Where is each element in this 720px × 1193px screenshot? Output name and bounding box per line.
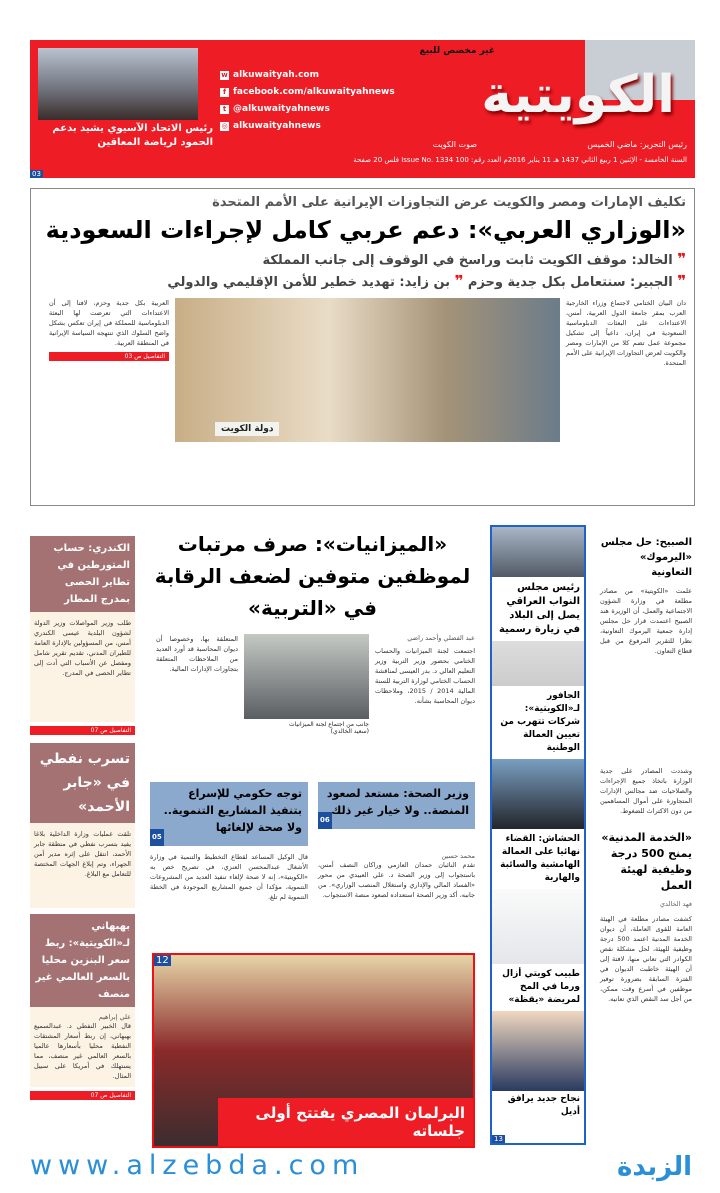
footer-url[interactable]: www.alzebda.com xyxy=(30,1150,365,1181)
page-number: 13 xyxy=(494,1135,503,1143)
gov-story: قال الوكيل المساعد لقطاع التخطيط والتنمية في وزارة الأشغال عبدالمحسن العنزي، في تصريح خص به «الكويتية»، إنه لا صحة لإلغاء تنفيذ العديد من المشروعات التنموية، مؤكدا أن جميع المشاريع الموجودة في الخطة التنموية لم تلغ. xyxy=(150,853,308,901)
lead-subheadline-2: ❞ الجبير: سنتعامل بكل جدية وحزم ❞ بن زايد: تهديد خطير للأمن الإقليمي والدولي xyxy=(167,272,686,290)
lead-story xyxy=(30,188,695,506)
brief-photo xyxy=(492,527,584,577)
center-headline[interactable]: «الميزانيات»: صرف مرتبات لموظفين متوفين لضعف الرقابة في «التربية» xyxy=(154,532,471,620)
right-column: الصبيح: حل مجلس «اليرموك» التعاونية علمت «الكويتية» من مصادر مطلعة في وزارة الشؤون الاجتماعية والعمل، أن الوزيرة هند الصبيح اعتمدت قرار حل مجلس إدارة جمعية اليرموك التعاونية، نظرا للتقرير المرفوع من قبل قطاع التعاون. وشددت المصادر على جدية الوزارة باتخاذ جميع الإجراءات والصلاحيات ضد مجالس الإدارات المتجاوزة على أموال المساهمين من دون الاكتراث للضغوط. «الخدمة المدنية» يمنح 500 درجة وظيفية لهيئة العمل فهد الخالدي كشفت مصادر مطلعة في الهيئة العامة للقوى العاملة، أن ديوان الخدمة المدنية اعتمد 500 درجة وظيفية للهيئة، لحل مشكلة نقص الكوادر التي تعاني منها، لافتة إلى أن الهيئة خاطبت الديوان في الفترة السابقة بضرورة توفير موظفين في أسرع وقت ممكن، من أجل سد النقص الذي تعانيه. xyxy=(600,537,692,1003)
lead-subheadline: ❞ الخالد: موقف الكويت ثابت وراسخ في الوقوف إلى جانب المملكة xyxy=(262,250,686,268)
quote-icon: ❞ xyxy=(677,272,686,290)
editor-in-chief: رئيس التحرير: ماضي الخميس xyxy=(587,140,687,149)
lead-kicker: تكليف الإمارات ومصر والكويت عرض التجاوزات الإيرانية على الأمم المتحدة xyxy=(212,195,686,210)
lead-body-right: دان البيان الختامي لاجتماع وزراء الخارجية العرب بمقر جامعة الدول العربية، أمس، الاعتداءات على البعثات الدبلوماسية السعودية في إيران، داعياً إلى تشكيل مجموعة عمل تضم كلا من الإمارات ومصر والكويت لعرض التجاوزات الإيرانية على الأمم المتحدة. xyxy=(566,299,686,367)
facebook-link[interactable]: f facebook.com/alkuwaityahnews xyxy=(220,87,395,97)
website-link[interactable]: w alkuwaityah.com xyxy=(221,70,319,80)
details-link[interactable]: التفاصيل ص 07 xyxy=(30,1091,135,1100)
twitter-icon: t xyxy=(220,105,229,114)
lead-headline[interactable]: «الوزاري العربي»: دعم عربي كامل لإجراءات السعودية xyxy=(45,216,686,244)
byline: فهد الخالدي xyxy=(659,900,692,908)
details-link[interactable]: التفاصيل ص 07 xyxy=(30,726,135,735)
lead-body-left: العربية بكل جدية وحزم، لافتا إلى أن الاعتداءات التي تعرضت لها البعثة الدبلوماسية للمملكة في إيران تعكس بشكل واضح السلوك الذي تنتهجه السياسة الإيرانية في المنطقة العربية. التفاصيل ص 03 xyxy=(49,299,169,360)
parliament-photo[interactable]: 12 البرلمان المصري يفتتح أولى جلساته xyxy=(152,953,475,1148)
story-headline[interactable]: «الخدمة المدنية» يمنح 500 درجة وظيفية لهيئة العمل xyxy=(601,831,692,892)
brief-photo xyxy=(492,641,584,686)
footer-logo: الزبدة xyxy=(617,1152,692,1182)
health-headline: وزير الصحة: مستعد لصعود المنصة.. ولا خيار غير ذلك 06 xyxy=(318,782,475,829)
teaser-headline[interactable]: رئيس الاتحاد الآسيوي يشيد بدعم الحمود لرياضة المعاقين xyxy=(52,123,213,148)
brief-headline[interactable]: رئيس مجلس النواب العراقي يصل إلى البلاد في زيارة رسمية xyxy=(499,582,580,635)
teaser-photo xyxy=(38,48,198,120)
brief-headline[interactable]: نجاح جديد يرافق أديل xyxy=(507,1094,580,1117)
brief-headline[interactable]: الحشاش: القضاء نهائيا على العمالة الهامشية والسائبة والهاربة xyxy=(500,834,580,883)
brief-photo xyxy=(492,1011,584,1091)
lead-photo xyxy=(175,298,560,442)
instagram-link[interactable]: ◎ alkuwaityahnews xyxy=(221,121,321,131)
committee-photo xyxy=(244,634,369,719)
issue-line: السنة الخامسة - الإثنين 1 ربيع الثاني 1437 هـ 11 يناير 2016م العدد رقم: Issue No. 1334 100 فلس 20 صفحة xyxy=(353,156,687,164)
story-headline[interactable]: الكندري: حساب المتورطين في تطاير الحصى بمدرج المطار xyxy=(30,536,135,612)
masthead xyxy=(30,40,695,178)
byline: عبد الفضلي وأحمد راضي xyxy=(407,634,475,642)
brief-headline[interactable]: طبيب كويتي أزال ورما في المخ لمريضة «يقظة» xyxy=(502,969,580,1005)
center-story: «الميزانيات»: صرف مرتبات لموظفين متوفين لضعف الرقابة في «التربية» عبد الفضلي وأحمد راضي اجتمعت لجنة الميزانيات والحساب الختامي بحضور وزير التربية وزير التعليم العالي د. بدر العيسى لمناقشة الحساب الختامي لوزارة التربية للسنة المالية 2014 / 2015، وملاحظات ديوان المحاسبة بشأنه. جانب من اجتماع لجنة الميزانيات (سعيد الخالدي) المتعلقة بها، وخصوصا أن ديوان المحاسبة قد أورد العديد من الملاحظات المتعلقة بتجاوزات الإدارات المالية. xyxy=(150,528,475,735)
brief-headline[interactable]: الجافور لـ«الكويتية»: شركات تتهرب من تعيين العمالة الوطنية xyxy=(500,691,580,753)
left-column: الكندري: حساب المتورطين في تطاير الحصى بمدرج المطار طلب وزير المواصلات وزير الدولة لشؤون البلدية عيسى الكندري أمس، من المسؤولين بالإدارة العامة للطيران المدني، تقديم تقرير شامل ومفصل عن الأسباب التي أدت إلى تطاير الحصى في المدرج. التفاصيل ص 07 تسرب نفطي في «جابر الأحمد» تلقت عمليات وزارة الداخلية بلاغا يفيد بتسرب نفطي في منطقة جابر الأحمد، انتقل على إثره مدير أمن الجهراء، وتم إبلاغ الجهات المختصة للتعامل مع البلاغ. بهبهاني لـ«الكويتية»: ربط سعر البنزين محليا بالسعر العالمي غير منصف علي إبراهيم قال الخبير النفطي د. عبدالسميع بهبهاني، إن ربط أسعار المشتقات النفطية محليا بأسعارها عالميا بالسعر العالمي غير منصف، مما يستهلك في أمريكا على سبيل المثال. التفاصيل ص 07 xyxy=(30,536,135,1100)
gov-headline: توجه حكومي للإسراع بتنفيذ المشاريع التنموية.. ولا صحة لإلغائها 05 xyxy=(150,782,308,846)
parliament-headline[interactable]: البرلمان المصري يفتتح أولى جلساته xyxy=(218,1098,473,1146)
instagram-icon: ◎ xyxy=(221,121,228,130)
facebook-icon: f xyxy=(220,88,229,97)
photo-caption: دولة الكويت xyxy=(215,422,279,436)
page-number: 03 xyxy=(32,170,41,178)
briefs-column xyxy=(490,525,586,1145)
story-headline[interactable]: الصبيح: حل مجلس «اليرموك» التعاونية xyxy=(600,537,692,578)
brief-photo xyxy=(492,759,584,829)
twitter-link[interactable]: t @alkuwaityahnews xyxy=(220,104,330,114)
quote-icon: ❞ xyxy=(454,272,464,290)
quote-icon: ❞ xyxy=(677,250,686,268)
slogan: صوت الكويت xyxy=(432,140,477,149)
web-icon: w xyxy=(221,70,228,79)
health-story: محمد حسين تقدم النائبان حمدان العازمي وراكان النصف أمس، باستجواب إلى وزير الصحة د. علي العبيدي من محور «الفساد المالي والإداري واستغلال المنصب الوزاري». من جانبه، أكد وزير الصحة استعداده لصعود منصة الاستجواب. xyxy=(318,852,475,899)
brief-photo xyxy=(492,889,584,964)
details-link[interactable]: التفاصيل ص 03 xyxy=(49,352,169,361)
newspaper-logo: الكويتية xyxy=(481,65,675,125)
story-headline[interactable]: بهبهاني لـ«الكويتية»: ربط سعر البنزين محليا بالسعر العالمي غير منصف xyxy=(30,914,135,1007)
tagline: غير مخصص للبيع xyxy=(419,46,495,56)
story-headline[interactable]: تسرب نفطي في «جابر الأحمد» xyxy=(30,743,135,823)
